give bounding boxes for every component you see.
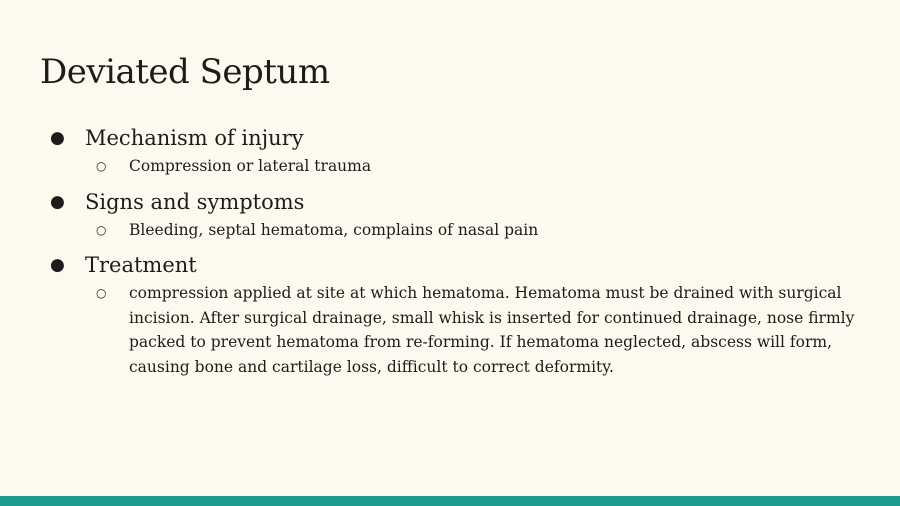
sub-bullet-text: Compression or lateral trauma — [129, 157, 372, 175]
bullet-label: Treatment — [85, 253, 197, 277]
accent-bar — [0, 496, 900, 506]
sub-bullet-text: Bleeding, septal hematoma, complains of nasal pain — [129, 220, 539, 239]
bullet-circle-icon: ○ — [96, 286, 107, 300]
bullet-item-treatment — [40, 249, 870, 281]
sub-bullet-text: compression applied at site at which hematoma. Hematoma must be drained with surgical incision. After surgical drainage, small whisk is inserted for continued drainage, nose firmly packed to prevent hematoma from re-forming. If hematoma neglected, abscess will form, causing bone and cartilage loss, difficult to correct deformity. — [129, 284, 855, 376]
bullet-dot-icon: ● — [50, 255, 65, 275]
bullet-item-mechanism — [40, 122, 870, 154]
bullet-circle-icon: ○ — [96, 159, 107, 173]
bullet-list — [40, 122, 870, 386]
bullet-item-signs — [40, 186, 870, 218]
bullet-label: Signs and symptoms — [85, 189, 305, 214]
bullet-dot-icon: ● — [50, 128, 65, 148]
bullet-circle-icon: ○ — [96, 222, 107, 237]
bullet-label: Mechanism of injury — [85, 126, 304, 150]
sub-bullet-item — [40, 154, 870, 179]
sub-bullet-item — [40, 281, 870, 379]
bullet-dot-icon: ● — [50, 191, 65, 212]
slide-title: Deviated Septum — [40, 52, 330, 92]
sub-bullet-item — [40, 218, 870, 243]
